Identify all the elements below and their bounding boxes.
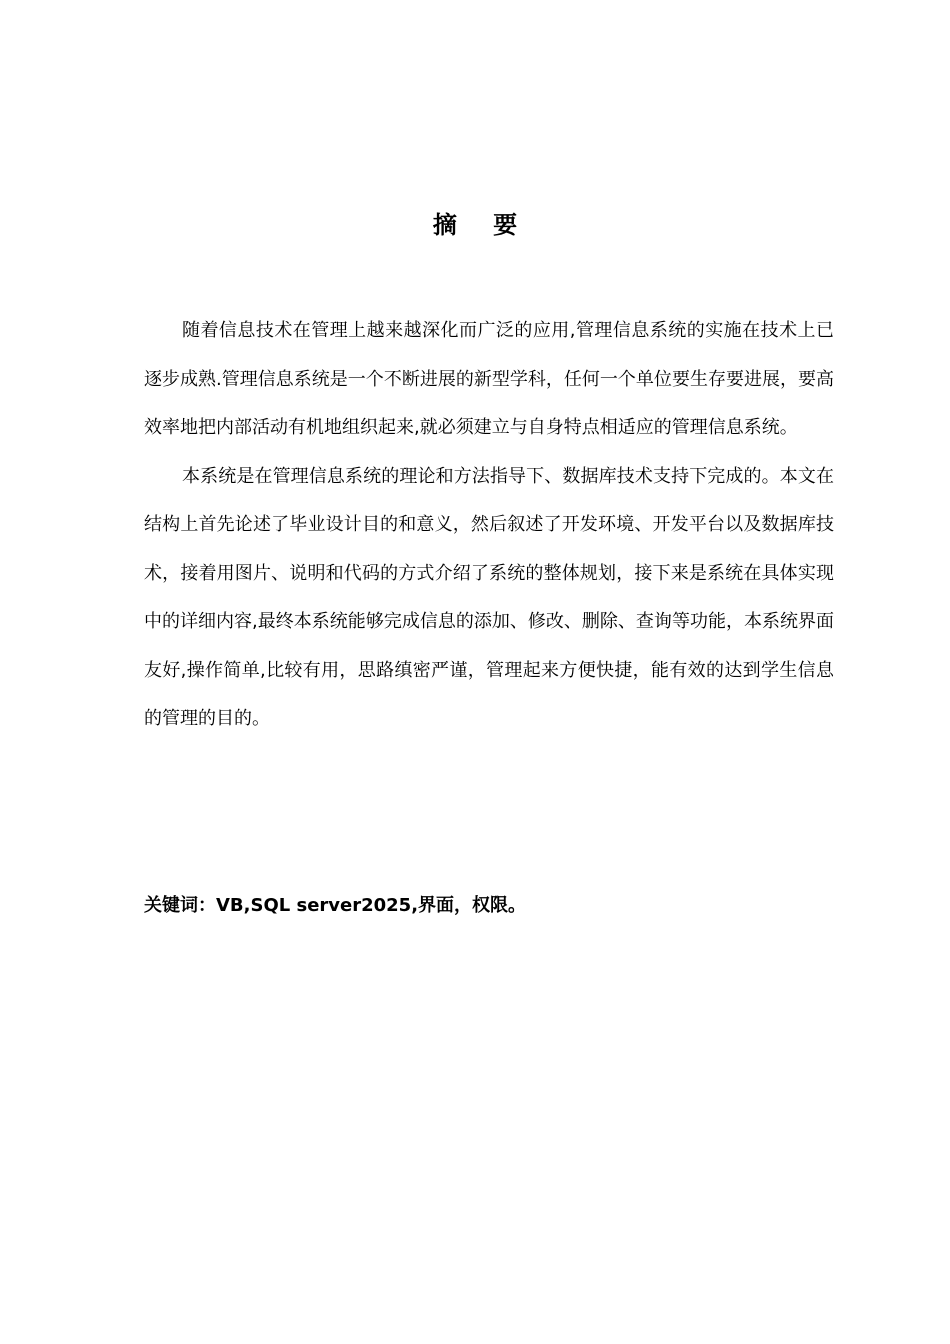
page-title: 摘 要 [432,211,532,239]
keywords-label: 关键词： [144,895,216,916]
keywords-value: VB,SQL server2025,界面，权限。 [216,895,527,916]
abstract-body [144,307,834,744]
abstract-paragraph-1: 随着信息技术在管理上越来越深化而广泛的应用,管理信息系统的实施在技术上已逐步成熟.管理信息系统是一个不断进展的新型学科，任何一个单位要生存要进展，要高效率地把内部活动有机地组织起来,就必须建立与自身特点相适应的管理信息系统。 [144,320,834,438]
abstract-paragraph-2: 本系统是在管理信息系统的理论和方法指导下、数据库技术支持下完成的。本文在结构上首先论述了毕业设计目的和意义，然后叙述了开发环境、开发平台以及数据库技术，接着用图片、说明和代码的方式介绍了系统的整体规划，接下来是系统在具体实现中的详细内容,最终本系统能够完成信息的添加、修改、删除、查询等功能，本系统界面友好,操作简单,比较有用，思路缜密严谨，管理起来方便快捷，能有效的达到学生信息的管理的目的。 [144,465,834,729]
keywords-line [144,888,834,924]
